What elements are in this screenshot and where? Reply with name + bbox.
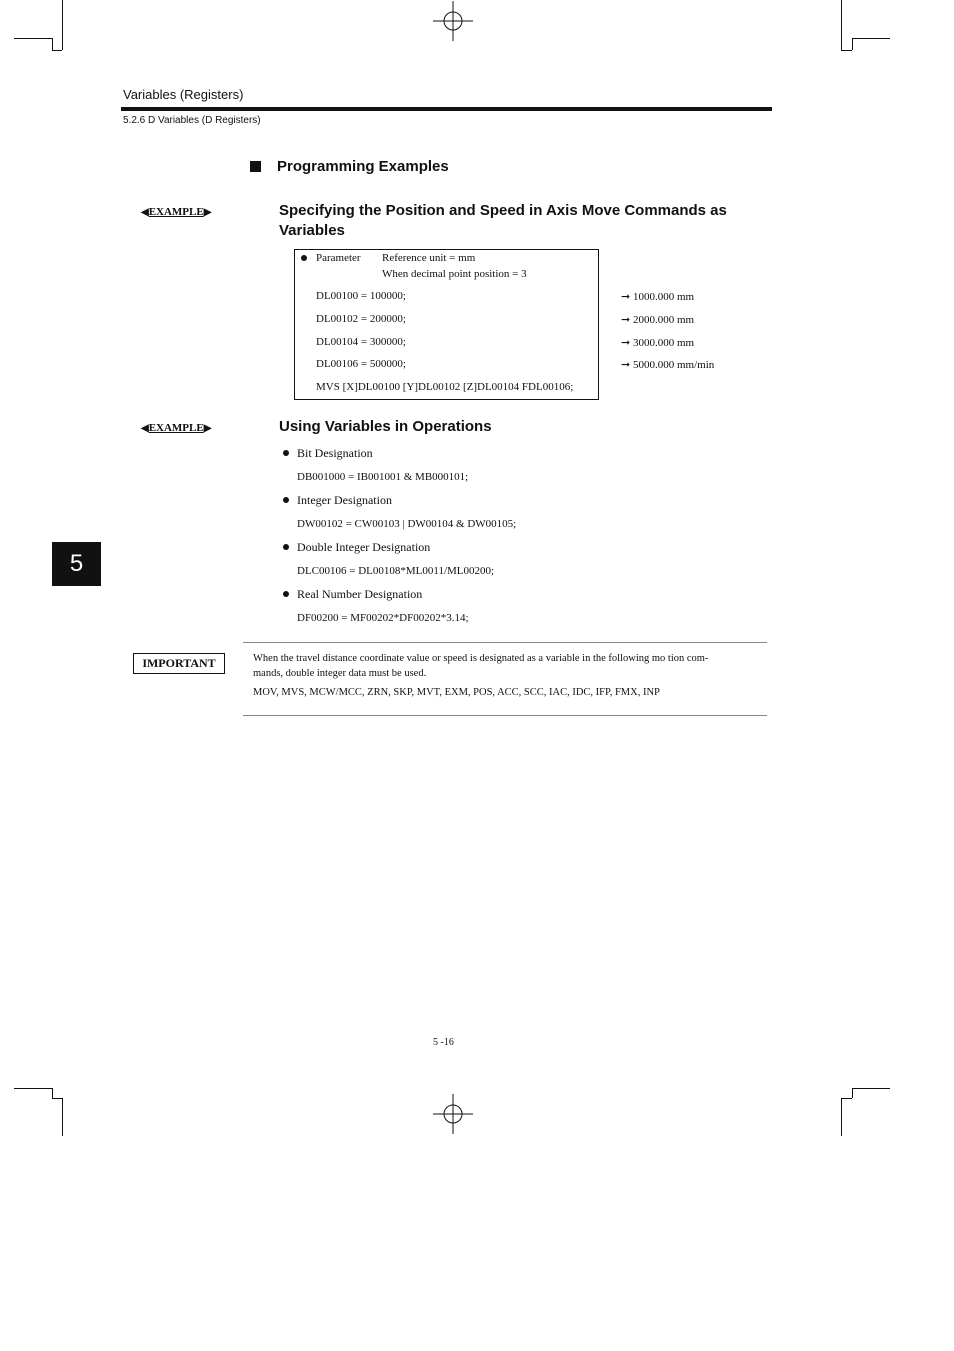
code-line: DL00100 = 100000; xyxy=(316,290,406,302)
header-rule xyxy=(121,107,772,111)
code-line: DL00104 = 300000; xyxy=(316,336,406,348)
designation-label: Double Integer Designation xyxy=(297,540,431,554)
designation-label: Integer Designation xyxy=(297,493,392,507)
right-arrow-icon: ➞ xyxy=(621,291,631,303)
section-heading xyxy=(250,158,449,175)
example-tag xyxy=(141,422,211,434)
right-triangle-icon: ▶ xyxy=(203,423,212,434)
result-value: 5000.000 mm/min xyxy=(632,359,715,371)
result-value: 2000.000 mm xyxy=(632,314,695,326)
parameter-line: When decimal point position = 3 xyxy=(382,268,527,280)
bullet-icon xyxy=(301,255,307,261)
bullet-icon xyxy=(283,497,289,503)
subsection-label: 5.2.6 D Variables (D Registers) xyxy=(123,115,261,126)
square-bullet-icon xyxy=(250,161,261,172)
important-label: IMPORTANT xyxy=(133,653,225,674)
registration-mark-top xyxy=(433,1,473,41)
result-line xyxy=(621,313,694,326)
left-triangle-icon: ◀ xyxy=(141,207,149,218)
result-line xyxy=(621,336,694,349)
section-heading-text: Programming Examples xyxy=(277,158,449,175)
important-command-list: MOV, MVS, MCW/MCC, ZRN, SKP, MVT, EXM, POS, ACC, SCC, IAC, IDC, IFP, FMX, INP xyxy=(253,687,660,698)
result-value: 1000.000 mm xyxy=(632,291,695,303)
chapter-tab: 5 xyxy=(52,542,101,586)
designation-code: DB001000 = IB001001 & MB000101; xyxy=(297,471,469,483)
command-line: MVS [X]DL00100 [Y]DL00102 [Z]DL00104 FDL00106; xyxy=(316,381,574,393)
left-triangle-icon: ◀ xyxy=(141,423,149,434)
result-line xyxy=(621,290,694,303)
designation-code: DW00102 = CW00103 | DW00104 & DW00105; xyxy=(297,518,517,530)
bullet-icon xyxy=(283,591,289,597)
important-text: mands, double integer data must be used. xyxy=(253,668,427,679)
parameter-label: Parameter xyxy=(316,252,361,264)
code-line: DL00102 = 200000; xyxy=(316,313,406,325)
result-value: 3000.000 mm xyxy=(632,337,695,349)
designation-label: Bit Designation xyxy=(297,446,373,460)
parameter-line: Reference unit = mm xyxy=(382,252,476,264)
important-text: When the travel distance coordinate value or speed is designated as a variable in the following mo tion com- xyxy=(253,653,709,664)
page-number: 5 -16 xyxy=(433,1037,454,1048)
registration-mark-bottom xyxy=(433,1094,473,1134)
running-header-title: Variables (Registers) xyxy=(123,87,244,102)
example-tag-text: EXAMPLE xyxy=(148,422,204,434)
designation-code: DF00200 = MF00202*DF00202*3.14; xyxy=(297,612,469,624)
code-line: DL00106 = 500000; xyxy=(316,358,406,370)
important-rule-bottom xyxy=(243,715,767,716)
designation-code: DLC00106 = DL00108*ML0011/ML00200; xyxy=(297,565,495,577)
right-arrow-icon: ➞ xyxy=(621,359,631,371)
designation-label: Real Number Designation xyxy=(297,587,423,601)
example-title: Using Variables in Operations xyxy=(279,418,492,435)
result-line xyxy=(621,358,714,371)
right-arrow-icon: ➞ xyxy=(621,337,631,349)
important-rule-top xyxy=(243,642,767,643)
bullet-icon xyxy=(283,544,289,550)
right-arrow-icon: ➞ xyxy=(621,314,631,326)
example-tag-text: EXAMPLE xyxy=(148,206,204,218)
bullet-icon xyxy=(283,450,289,456)
right-triangle-icon: ▶ xyxy=(203,207,212,218)
example-tag xyxy=(141,206,211,218)
example-title: Specifying the Position and Speed in Axis Move Commands as Variables xyxy=(279,202,727,239)
